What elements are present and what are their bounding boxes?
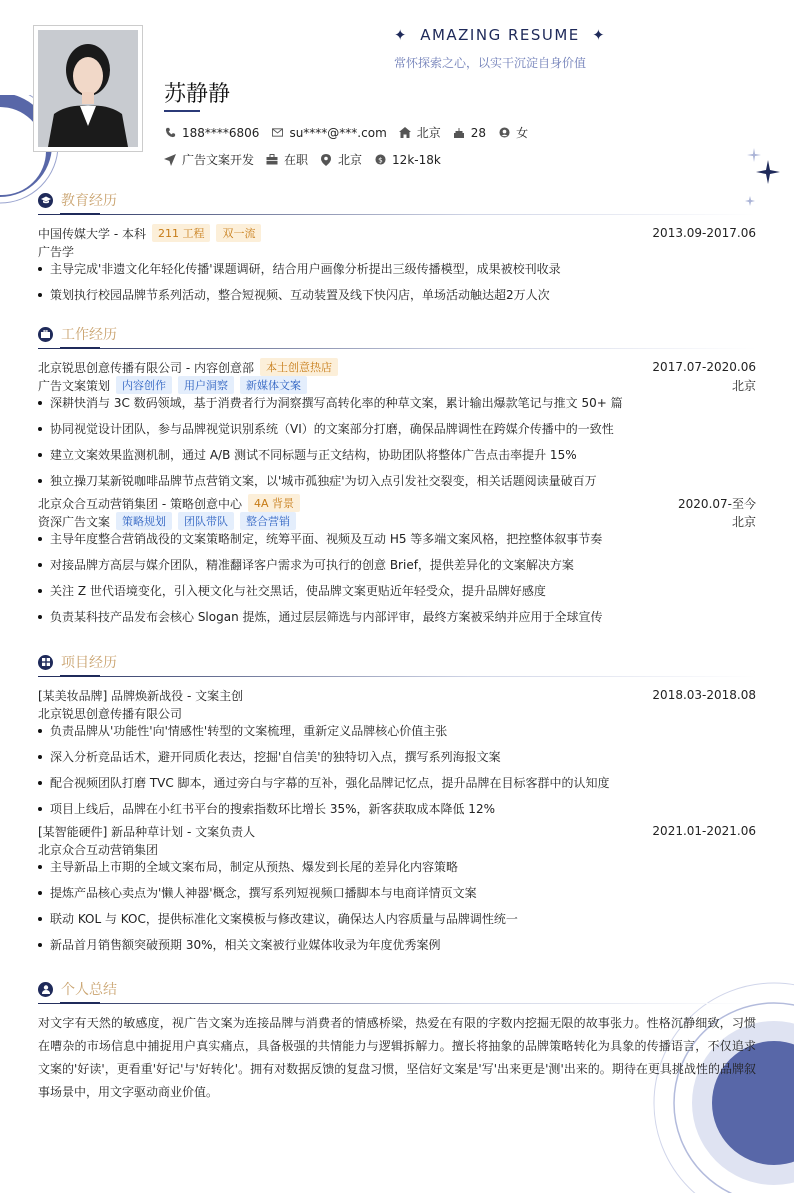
project-name: [某智能硬件] 新品种草计划 - 文案负责人 <box>38 824 256 839</box>
list-item: 独立操刀某新锐咖啡品牌节点营销文案，以'城市孤独症'为切入点引发社交裂变，相关话题阅读量破百万 <box>38 472 756 494</box>
briefcase-icon <box>38 327 53 342</box>
contact-row <box>164 124 540 141</box>
role-tag: 团队带队 <box>178 512 234 530</box>
school-tag: 211 工程 <box>152 224 211 242</box>
role-tag: 整合营销 <box>240 512 296 530</box>
mail-icon <box>271 127 283 139</box>
list-item: 对接品牌方高层与媒介团队，精准翻译客户需求为可执行的创意 Brief，提供差异化的文案解决方案 <box>38 556 756 582</box>
project-period: 2018.03-2018.08 <box>652 688 756 702</box>
projects-header <box>38 652 756 672</box>
company-tag: 本土创意热店 <box>260 358 338 376</box>
list-item: 建立文案效果监测机制，通过 A/B 测试不同标题与正文结构，协助团队将整体广告点击率提升 15% <box>38 446 756 472</box>
list-item: 深入分析竞品话术，避开同质化表达，挖掘'自信美'的独特切入点，撰写系列海报文案 <box>38 748 756 774</box>
intent-salary: $ 12k-18k <box>374 153 441 167</box>
job-role: 广告文案策划 <box>38 378 111 393</box>
name-underline <box>164 110 200 112</box>
section-title: 项目经历 <box>61 655 117 671</box>
briefcase-icon <box>266 154 278 166</box>
school-name: 中国传媒大学 - 本科 <box>38 226 146 241</box>
section-title: 工作经历 <box>61 327 117 343</box>
list-item: 策划执行校园品牌节系列活动，整合短视频、互动装置及线下快闪店，单场活动触达超2万人次 <box>38 286 756 312</box>
education-period: 2013.09-2017.06 <box>652 226 756 240</box>
section-divider <box>38 348 756 349</box>
intent-position: 广告文案开发 <box>164 151 254 168</box>
company-name: 北京众合互动营销集团 - 策略创意中心 <box>38 496 242 511</box>
contact-email: su****@***.com <box>271 126 386 140</box>
project-org: 北京锐思创意传播有限公司 <box>38 706 183 721</box>
user-icon <box>498 127 510 139</box>
intent-status: 在职 <box>266 151 308 168</box>
list-item: 协同视觉设计团队，参与品牌视觉识别系统（VI）的文案部分打磨，确保品牌调性在跨媒介传播中的一致性 <box>38 420 756 446</box>
school-tag: 双一流 <box>216 224 261 242</box>
avatar-illustration <box>38 30 138 147</box>
project-entry <box>38 686 756 822</box>
section-divider <box>38 676 756 677</box>
role-tag: 新媒体文案 <box>240 376 307 394</box>
summary-text: 对文字有天然的敏感度，视广告文案为连接品牌与消费者的情感桥梁，热爱在有限的字数内挖掘无限的故事张力。性格沉静细致，习惯在嘈杂的市场信息中捕捉用户真实痛点，具备极强的共情能力与逻辑拆解力。擅长将抽象的品牌策略转化为具象的传播语言，不仅追求文案的'好读'，更看重'好记'与'好转化'。拥有对数据反馈的复盘习惯，坚信好文案是'写'出来更是'测'出来的。期待在更具挑战性的品牌叙事场景中，用文字驱动商业价值。 <box>38 1016 756 1099</box>
role-tag: 内容创作 <box>116 376 172 394</box>
contact-phone: 188****6806 <box>164 126 259 140</box>
resume-subtitle: 常怀探索之心，以实干沉淀自身价值 <box>393 56 586 70</box>
major: 广告学 <box>38 244 75 259</box>
list-item: 深耕快消与 3C 数码领域，基于消费者行为洞察撰写高转化率的种草文案，累计输出爆款笔记与推文 50+ 篇 <box>38 394 756 420</box>
job-period: 2020.07-至今 <box>678 496 756 511</box>
company-name: 北京锐思创意传播有限公司 - 内容创意部 <box>38 360 254 375</box>
intent-row <box>164 151 453 168</box>
candidate-name: 苏静静 <box>164 82 231 107</box>
user-icon <box>38 982 53 997</box>
project-period: 2021.01-2021.06 <box>652 824 756 838</box>
section-title: 教育经历 <box>61 193 117 209</box>
home-icon <box>399 127 411 139</box>
education-header <box>38 190 756 210</box>
education-entry <box>38 224 756 242</box>
job-entry <box>38 358 756 494</box>
cake-icon <box>453 127 465 139</box>
phone-icon <box>164 127 176 139</box>
contact-city: 北京 <box>399 124 441 141</box>
list-item: 主导年度整合营销战役的文案策略制定，统筹平面、视频及互动 H5 等多端文案风格，把控整体叙事节奏 <box>38 530 756 556</box>
contact-gender: 女 <box>498 124 528 141</box>
send-icon <box>164 154 176 166</box>
graduation-cap-icon <box>38 193 53 208</box>
summary-header <box>38 979 756 999</box>
section-divider <box>38 214 756 215</box>
list-item: 联动 KOL 与 KOC，提供标准化文案模板与修改建议，确保达人内容质量与品牌调性统一 <box>38 910 756 936</box>
star-icon: ✦ <box>393 26 408 44</box>
company-tag: 4A 背景 <box>248 494 300 512</box>
project-org: 北京众合互动营销集团 <box>38 842 159 857</box>
list-item: 关注 Z 世代语境变化，引入梗文化与社交黑话，使品牌文案更贴近年轻受众，提升品牌好感度 <box>38 582 756 608</box>
role-tag: 策略规划 <box>116 512 172 530</box>
list-item: 项目上线后，品牌在小红书平台的搜索指数环比增长 35%，新客获取成本降低 12% <box>38 800 756 822</box>
job-role: 资深广告文案 <box>38 514 111 529</box>
job-city: 北京 <box>731 514 756 529</box>
star-icon: ✦ <box>592 26 607 44</box>
svg-text:$: $ <box>377 155 383 165</box>
contact-age: 28 <box>453 126 486 140</box>
education-section <box>38 190 756 312</box>
list-item: 主导完成'非遗文化年轻化传播'课题调研，结合用户画像分析提出三级传播模型，成果被校刊收录 <box>38 260 756 286</box>
job-period: 2017.07-2020.06 <box>652 360 756 374</box>
job-entry <box>38 494 756 634</box>
money-icon <box>374 154 386 166</box>
job-city: 北京 <box>731 378 756 393</box>
location-pin-icon <box>320 154 332 166</box>
list-item: 负责某科技产品发布会核心 Slogan 提炼，通过层层筛选与内部评审，最终方案被采纳并应用于全球宣传 <box>38 608 756 634</box>
list-item: 新品首月销售额突破预期 30%，相关文案被行业媒体收录为年度优秀案例 <box>38 936 756 962</box>
intent-city: 北京 <box>320 151 362 168</box>
project-name: [某美妆品牌] 品牌焕新战役 - 文案主创 <box>38 688 244 703</box>
summary-section <box>38 979 756 1104</box>
project-entry <box>38 822 756 962</box>
list-item: 主导新品上市期的全域文案布局，制定从预热、爆发到长尾的差异化内容策略 <box>38 858 756 884</box>
section-title: 个人总结 <box>61 982 117 998</box>
profile-photo <box>38 30 138 147</box>
resume-title: ✦ AMAZING RESUME ✦ <box>393 26 607 44</box>
list-item: 负责品牌从'功能性'向'情感性'转型的文案梳理，重新定义品牌核心价值主张 <box>38 722 756 748</box>
list-item: 配合视频团队打磨 TVC 脚本，通过旁白与字幕的互补，强化品牌记忆点，提升品牌在目标客群中的认知度 <box>38 774 756 800</box>
section-divider <box>38 1003 756 1004</box>
grid-icon <box>38 655 53 670</box>
profile-photo-frame <box>33 25 143 152</box>
projects-section <box>38 652 756 962</box>
role-tag: 用户洞察 <box>178 376 234 394</box>
work-section <box>38 324 756 634</box>
list-item: 提炼产品核心卖点为'懒人神器'概念，撰写系列短视频口播脚本与电商详情页文案 <box>38 884 756 910</box>
work-header <box>38 324 756 344</box>
